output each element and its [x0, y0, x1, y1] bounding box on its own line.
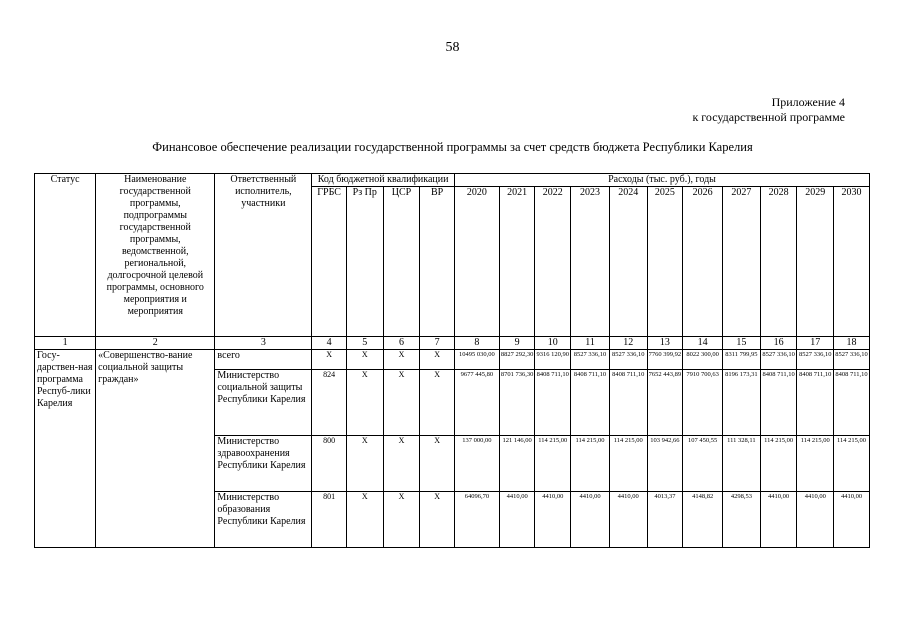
vr-cell: X	[420, 370, 455, 436]
expense-cell: 137 000,00	[454, 436, 499, 492]
expense-cell: 10495 030,00	[454, 350, 499, 370]
column-index: 17	[797, 337, 834, 350]
header-expenses-group: Расходы (тыс. руб.), годы	[454, 174, 869, 187]
expense-cell: 8408 711,10	[609, 370, 647, 436]
table-row	[35, 350, 870, 370]
column-index-row	[35, 337, 870, 350]
expense-cell: 4410,00	[499, 492, 535, 548]
expense-cell: 4410,00	[760, 492, 797, 548]
header-code: ЦСР	[383, 187, 420, 337]
expense-cell: 7652 443,89	[647, 370, 683, 436]
csr-cell: X	[383, 492, 420, 548]
expense-cell: 4298,53	[723, 492, 761, 548]
expense-cell: 114 215,00	[535, 436, 571, 492]
column-index: 9	[499, 337, 535, 350]
expense-cell: 4410,00	[609, 492, 647, 548]
expense-cell: 114 215,00	[797, 436, 834, 492]
grbs-cell: 801	[312, 492, 347, 548]
column-index: 12	[609, 337, 647, 350]
vr-cell: X	[420, 436, 455, 492]
expense-cell: 4013,37	[647, 492, 683, 548]
header-year: 2030	[834, 187, 870, 337]
grbs-cell: 824	[312, 370, 347, 436]
expense-cell: 8827 292,30	[499, 350, 535, 370]
executor-cell: Министерство социальной защиты Республики Карелия	[215, 370, 312, 436]
expense-cell: 8311 799,95	[723, 350, 761, 370]
header-year: 2026	[683, 187, 723, 337]
expense-cell: 8196 173,31	[723, 370, 761, 436]
expense-cell: 9677 445,80	[454, 370, 499, 436]
header-year: 2029	[797, 187, 834, 337]
column-index: 3	[215, 337, 312, 350]
expense-cell: 8527 336,10	[609, 350, 647, 370]
program-name: «Совершенство-вание социальной защиты граждан»	[96, 350, 215, 548]
executor-cell: Министерство образования Республики Карелия	[215, 492, 312, 548]
expense-cell: 121 146,00	[499, 436, 535, 492]
csr-cell: X	[383, 370, 420, 436]
page-number: 58	[445, 40, 460, 55]
column-index: 4	[312, 337, 347, 350]
header-year: 2025	[647, 187, 683, 337]
expense-cell: 8527 336,10	[797, 350, 834, 370]
executor-cell: Министерство здравоохранения Республики Карелия	[215, 436, 312, 492]
expense-cell: 8022 300,00	[683, 350, 723, 370]
header-code: ВР	[420, 187, 455, 337]
expense-cell: 114 215,00	[571, 436, 610, 492]
header-year: 2024	[609, 187, 647, 337]
column-index: 15	[723, 337, 761, 350]
expense-cell: 114 215,00	[760, 436, 797, 492]
column-index: 1	[35, 337, 96, 350]
expense-cell: 7910 700,63	[683, 370, 723, 436]
column-index: 8	[454, 337, 499, 350]
expense-cell: 111 328,11	[723, 436, 761, 492]
rzpr-cell: X	[346, 350, 383, 370]
expense-cell: 8408 711,10	[797, 370, 834, 436]
rzpr-cell: X	[346, 370, 383, 436]
header-year: 2022	[535, 187, 571, 337]
grbs-cell: X	[312, 350, 347, 370]
header-code: Рз Пр	[346, 187, 383, 337]
rzpr-cell: X	[346, 436, 383, 492]
expense-cell: 7760 399,92	[647, 350, 683, 370]
grbs-cell: 800	[312, 436, 347, 492]
column-index: 18	[834, 337, 870, 350]
header-code-group: Код бюджетной квалификации	[312, 174, 455, 187]
program-status: Госу-дарствен-ная программа Респуб-лики Карелия	[35, 350, 96, 548]
header-code: ГРБС	[312, 187, 347, 337]
expense-cell: 4410,00	[535, 492, 571, 548]
column-index: 10	[535, 337, 571, 350]
expense-cell: 4410,00	[571, 492, 610, 548]
header-row-1	[35, 174, 870, 187]
appendix-line-1: Приложение 4	[771, 95, 845, 109]
column-index: 16	[760, 337, 797, 350]
executor-cell: всего	[215, 350, 312, 370]
csr-cell: X	[383, 436, 420, 492]
header-year: 2021	[499, 187, 535, 337]
column-index: 14	[683, 337, 723, 350]
expense-cell: 8408 711,10	[834, 370, 870, 436]
column-index: 13	[647, 337, 683, 350]
expense-cell: 114 215,00	[609, 436, 647, 492]
header-year: 2023	[571, 187, 610, 337]
header-status: Статус	[35, 174, 96, 337]
expense-cell: 8527 336,10	[760, 350, 797, 370]
vr-cell: X	[420, 492, 455, 548]
expense-cell: 107 450,55	[683, 436, 723, 492]
expense-cell: 4148,82	[683, 492, 723, 548]
vr-cell: X	[420, 350, 455, 370]
expense-cell: 64096,70	[454, 492, 499, 548]
expense-cell: 8527 336,10	[571, 350, 610, 370]
column-index: 11	[571, 337, 610, 350]
expense-cell: 9316 120,90	[535, 350, 571, 370]
column-index: 2	[96, 337, 215, 350]
expense-cell: 4410,00	[797, 492, 834, 548]
expense-cell: 114 215,00	[834, 436, 870, 492]
csr-cell: X	[383, 350, 420, 370]
financing-table	[34, 173, 870, 548]
column-index: 6	[383, 337, 420, 350]
header-executor: Ответственный исполнитель, участники	[215, 174, 312, 337]
column-index: 5	[346, 337, 383, 350]
expense-cell: 8408 711,10	[760, 370, 797, 436]
document-title: Финансовое обеспечение реализации государственной программы за счет средств бюджета Республики Карелия	[152, 140, 753, 154]
appendix-line-2: к государственной программе	[692, 110, 845, 124]
appendix-label	[692, 95, 845, 125]
expense-cell: 8408 711,10	[535, 370, 571, 436]
column-index: 7	[420, 337, 455, 350]
header-name: Наименование государственной программы, подпрограммы государственной программы, ведомственной, региональной, долгосрочной целевой программы, основного мероприятия и мероприятия	[96, 174, 215, 337]
expense-cell: 8701 736,30	[499, 370, 535, 436]
expense-cell: 4410,00	[834, 492, 870, 548]
expense-cell: 8527 336,10	[834, 350, 870, 370]
header-year: 2028	[760, 187, 797, 337]
header-year: 2027	[723, 187, 761, 337]
expense-cell: 103 942,66	[647, 436, 683, 492]
header-year: 2020	[454, 187, 499, 337]
expense-cell: 8408 711,10	[571, 370, 610, 436]
rzpr-cell: X	[346, 492, 383, 548]
